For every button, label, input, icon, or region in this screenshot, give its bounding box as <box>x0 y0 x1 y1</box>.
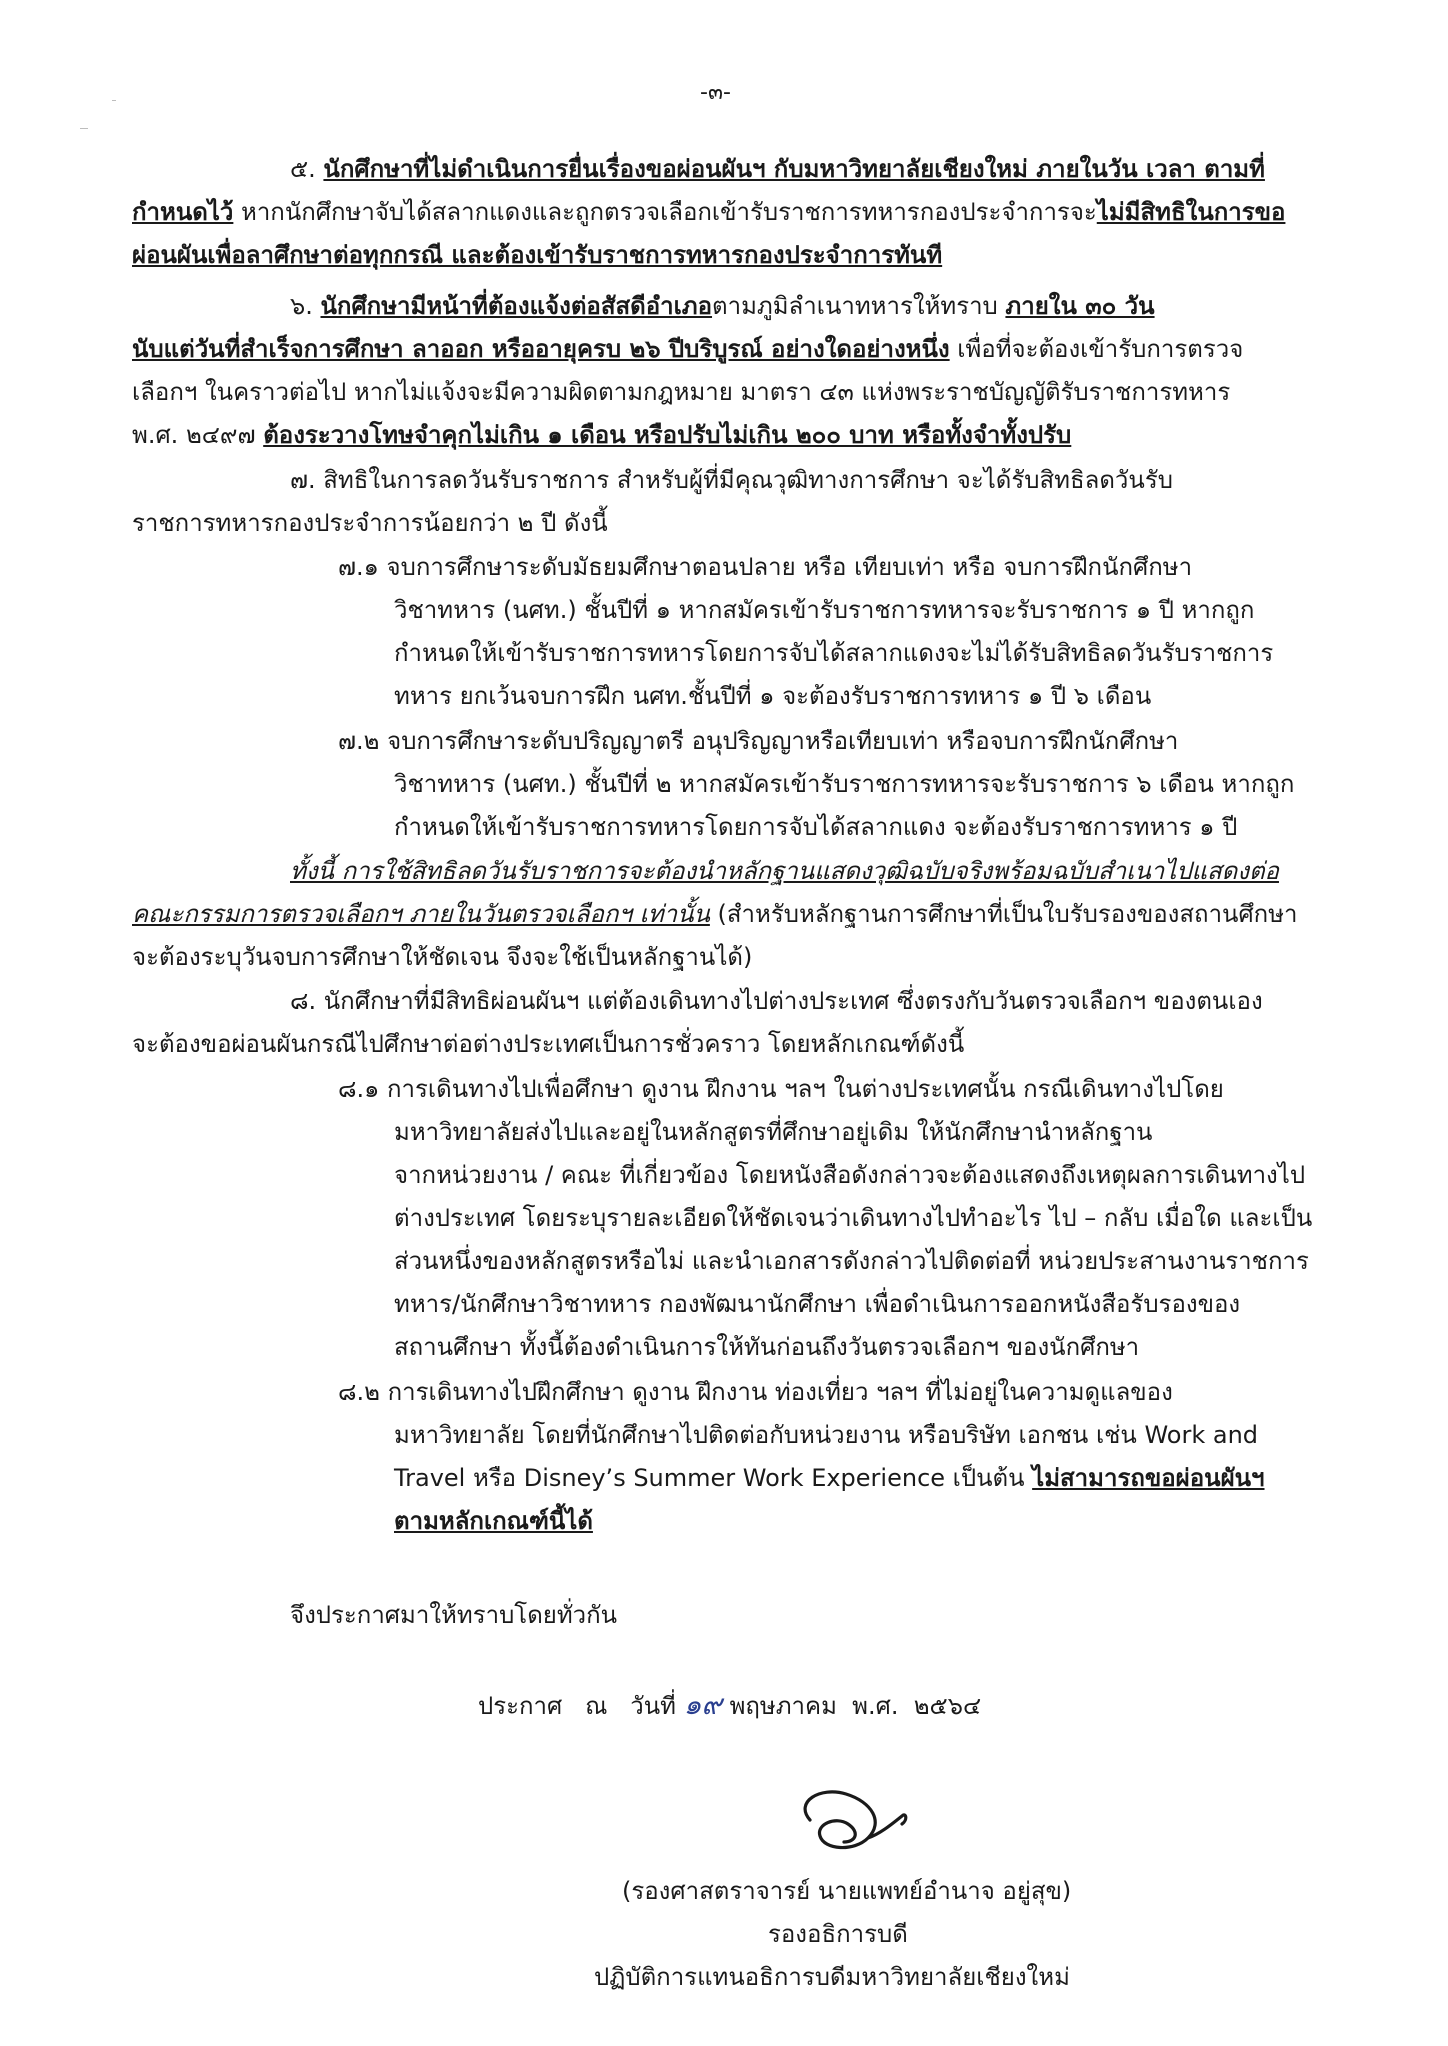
item6-number: ๖. <box>290 292 321 320</box>
item5-line1 <box>290 154 1265 184</box>
item5-no-right: ไม่มีสิทธิในการขอ <box>1096 198 1286 226</box>
item7-2-line2: วิชาทหาร (นศท.) ชั้นปีที่ ๒ หากสมัครเข้ารับราชการทหารจะรับราชการ ๖ เดือน หากถูก <box>394 770 1295 798</box>
date-suffix: พฤษภาคม พ.ศ. ๒๕๖๔ <box>729 1692 982 1720</box>
item6-line3: เลือกฯ ในคราวต่อไป หากไม่แจ้งจะมีความผิดตามกฎหมาย มาตรา ๔๓ แห่งพระราชบัญญัติรับราชการทหาร <box>132 378 1231 406</box>
signatory-acting: ปฏิบัติการแทนอธิการบดีมหาวิทยาลัยเชียงใหม่ <box>594 1963 1070 1991</box>
item6-condition: นับแต่วันที่สำเร็จการศึกษา ลาออก หรืออายุครบ ๒๖ ปีบริบูรณ์ อย่างใดอย่างหนึ่ง <box>132 335 950 363</box>
item6-year: พ.ศ. ๒๔๙๗ <box>132 421 264 449</box>
date-day-handwritten: ๑๙ <box>683 1688 722 1721</box>
item7-2-line1: ๗.๒ จบการศึกษาระดับปริญญาตรี อนุปริญญาหรือเทียบเท่า หรือจบการฝึกนักศึกษา <box>338 727 1179 755</box>
item6-line1 <box>290 291 1155 321</box>
date-prefix: ประกาศ ณ วันที่ <box>478 1692 676 1720</box>
item5-bold-text: นักศึกษาที่ไม่ดำเนินการยื่นเรื่องขอผ่อนผันฯ กับมหาวิทยาลัยเชียงใหม่ ภายในวัน เวลา ตามที่ <box>323 155 1265 183</box>
item6-text: ตามภูมิลำเนาทหารให้ทราบ <box>712 292 1006 320</box>
announcement-date <box>478 1690 981 1721</box>
item7-note-committee: คณะกรรมการตรวจเลือกฯ ภายในวันตรวจเลือกฯ เท่านั้น <box>132 900 710 928</box>
item7-2-line3: กำหนดให้เข้ารับราชการทหารโดยการจับได้สลากแดง จะต้องรับราชการทหาร ๑ ปี <box>394 813 1238 841</box>
item8-2-line4: ตามหลักเกณฑ์นี้ได้ <box>394 1507 593 1535</box>
item7-1-line3: กำหนดให้เข้ารับราชการทหารโดยการจับได้สลากแดงจะไม่ได้รับสิทธิลดวันรับราชการ <box>394 639 1274 667</box>
item8-2-cannot: ไม่สามารถขอผ่อนผันฯ <box>1032 1464 1265 1492</box>
item5-line3: ผ่อนผันเพื่อลาศึกษาต่อทุกกรณี และต้องเข้ารับราชการทหารกองประจำการทันที <box>132 241 943 269</box>
item7-note-text: (สำหรับหลักฐานการศึกษาที่เป็นใบรับรองของสถานศึกษา <box>709 900 1298 928</box>
item8-2-line3 <box>394 1463 1265 1493</box>
item8-line2: จะต้องขอผ่อนผันกรณีไปศึกษาต่อต่างประเทศเป็นการชั่วคราว โดยหลักเกณฑ์ดังนี้ <box>132 1030 965 1058</box>
item8-1-line6: ทหาร/นักศึกษาวิชาทหาร กองพัฒนานักศึกษา เพื่อดำเนินการออกหนังสือรับรองของ <box>394 1290 1241 1318</box>
item6-penalty: ต้องระวางโทษจำคุกไม่เกิน ๑ เดือน หรือปรับไม่เกิน ๒๐๐ บาท หรือทั้งจำทั้งปรับ <box>263 421 1072 449</box>
signatory-title: รองอธิการบดี <box>768 1920 908 1948</box>
item6-text2: เพื่อที่จะต้องเข้ารับการตรวจ <box>949 335 1244 363</box>
item7-line1: ๗. สิทธิในการลดวันรับราชการ สำหรับผู้ที่มีคุณวุฒิทางการศึกษา จะได้รับสิทธิลดวันรับ <box>290 466 1173 494</box>
signature-image <box>780 1780 920 1856</box>
signatory-name: (รองศาสตราจารย์ นายแพทย์อำนาจ อยู่สุข) <box>622 1877 1072 1905</box>
item7-note-line2 <box>132 899 1298 929</box>
item8-2-line1: ๘.๒ การเดินทางไปฝึกศึกษา ดูงาน ฝึกงาน ท่องเที่ยว ฯลฯ ที่ไม่อยู่ในความดูแลของ <box>338 1378 1173 1406</box>
item7-note-line3: จะต้องระบุวันจบการศึกษาให้ชัดเจน จึงจะใช้เป็นหลักฐานได้) <box>132 943 753 971</box>
scan-speck <box>80 128 88 129</box>
item6-line4 <box>132 420 1071 450</box>
item8-2-text: Travel หรือ Disney’s Summer Work Experience เป็นต้น <box>394 1464 1033 1492</box>
item5-number: ๕. <box>290 155 324 183</box>
item7-line2: ราชการทหารกองประจำการน้อยกว่า ๒ ปี ดังนี้ <box>132 509 608 537</box>
item8-1-line7: สถานศึกษา ทั้งนี้ต้องดำเนินการให้ทันก่อนถึงวันตรวจเลือกฯ ของนักศึกษา <box>394 1333 1140 1361</box>
closing-text: จึงประกาศมาให้ทราบโดยทั่วกัน <box>290 1601 618 1629</box>
item8-1-line1: ๘.๑ การเดินทางไปเพื่อศึกษา ดูงาน ฝึกงาน ฯลฯ ในต่างประเทศนั้น กรณีเดินทางไปโดย <box>338 1075 1224 1103</box>
item5-deadline: กำหนดไว้ <box>132 198 234 226</box>
item8-2-line2: มหาวิทยาลัย โดยที่นักศึกษาไปติดต่อกับหน่วยงาน หรือบริษัท เอกชน เช่น Work and <box>394 1421 1259 1449</box>
item6-line2 <box>132 334 1243 364</box>
item8-1-line4: ต่างประเทศ โดยระบุรายละเอียดให้ชัดเจนว่าเดินทางไปทำอะไร ไป – กลับ เมื่อใด และเป็น <box>394 1204 1313 1232</box>
item6-within: ภายใน ๓๐ วัน <box>1005 292 1155 320</box>
item8-1-line5: ส่วนหนึ่งของหลักสูตรหรือไม่ และนำเอกสารดังกล่าวไปติดต่อที่ หน่วยประสานงานราชการ <box>394 1247 1309 1275</box>
item5-text: หากนักศึกษาจับได้สลากแดงและถูกตรวจเลือกเข้ารับราชการทหารกองประจำการจะ <box>233 198 1097 226</box>
item7-1-line2: วิชาทหาร (นศท.) ชั้นปีที่ ๑ หากสมัครเข้ารับราชการทหารจะรับราชการ ๑ ปี หากถูก <box>394 596 1255 624</box>
item8-1-line2: มหาวิทยาลัยส่งไปและอยู่ในหลักสูตรที่ศึกษาอยู่เดิม ให้นักศึกษานำหลักฐาน <box>394 1118 1153 1146</box>
scan-speck <box>112 100 116 101</box>
page-number: -๓- <box>700 80 731 105</box>
item5-line2 <box>132 197 1285 227</box>
item8-1-line3: จากหน่วยงาน / คณะ ที่เกี่ยวข้อง โดยหนังสือดังกล่าวจะต้องแสดงถึงเหตุผลการเดินทางไป <box>394 1161 1306 1189</box>
item7-note-line1: ทั้งนี้ การใช้สิทธิลดวันรับราชการจะต้องนำหลักฐานแสดงวุฒิฉบับจริงพร้อมฉบับสำเนาไปแสดงต่อ <box>290 857 1279 885</box>
item6-notify: นักศึกษามีหน้าที่ต้องแจ้งต่อสัสดีอำเภอ <box>320 292 713 320</box>
item8-line1: ๘. นักศึกษาที่มีสิทธิผ่อนผันฯ แต่ต้องเดินทางไปต่างประเทศ ซึ่งตรงกับวันตรวจเลือกฯ ของตนเอง <box>290 987 1263 1015</box>
item7-1-line1: ๗.๑ จบการศึกษาระดับมัธยมศึกษาตอนปลาย หรือ เทียบเท่า หรือ จบการฝึกนักศึกษา <box>338 553 1193 581</box>
item7-1-line4: ทหาร ยกเว้นจบการฝึก นศท.ชั้นปีที่ ๑ จะต้องรับราชการทหาร ๑ ปี ๖ เดือน <box>394 682 1152 710</box>
